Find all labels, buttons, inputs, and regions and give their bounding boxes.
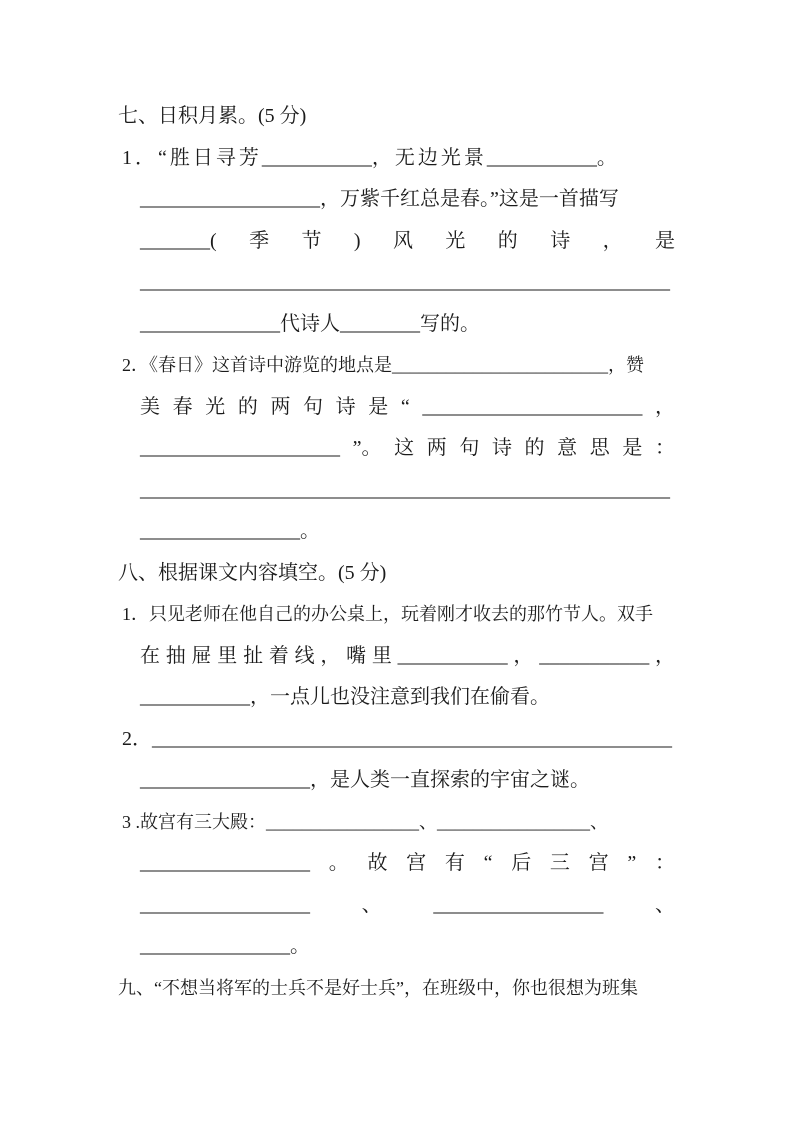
answer-blank: ___________: [539, 644, 650, 667]
answer-blank: ______________________: [422, 395, 643, 418]
answer-blank: __________________: [140, 188, 320, 210]
text-run: 抽: [165, 644, 186, 667]
text-run: “: [483, 852, 493, 874]
text-run: 美: [140, 395, 160, 418]
text-run: 光: [205, 395, 226, 418]
text-run: 节: [301, 229, 322, 252]
q8-1-text-line-3: [140, 677, 675, 719]
text-run: ：: [654, 437, 675, 459]
text-run: 八、根据课文内容填空。(5 分): [118, 561, 387, 584]
text-run: 宫: [406, 852, 427, 874]
answer-blank: _________________: [140, 769, 310, 791]
answer-blank: _________________: [266, 811, 419, 832]
q8-2-text-line-2: [140, 760, 675, 802]
text-run: 诗: [491, 437, 512, 459]
text-run: 的: [524, 437, 545, 459]
text-run: 后: [511, 852, 532, 874]
text-run: ”: [627, 852, 637, 874]
text-run: 的: [237, 395, 258, 418]
answer-blank: ________________________: [392, 355, 608, 375]
q7-1-text-line-2: [140, 179, 675, 221]
text-run: ，: [513, 644, 534, 667]
text-run: 、: [590, 811, 608, 832]
text-run: 、: [361, 893, 382, 916]
answer-blank: _________________: [433, 893, 604, 916]
q7-1-text-line-1: [122, 138, 675, 180]
text-run: 。: [300, 520, 320, 542]
text-run: 季: [249, 229, 270, 252]
q8-3-text-line-3: [140, 885, 675, 927]
text-run: 2．: [122, 727, 152, 750]
text-run: ，: [602, 229, 623, 252]
answer-blank: ___________: [486, 146, 597, 169]
text-run: 扯: [243, 644, 264, 667]
text-run: ，赞: [608, 355, 644, 375]
text-run: 里: [217, 644, 238, 667]
text-run: 的: [497, 229, 518, 252]
answer-blank: _______________: [140, 935, 290, 957]
text-run: 是: [368, 395, 389, 418]
text-run: 。: [290, 935, 310, 957]
text-run: 有: [444, 852, 465, 874]
text-run: ”。: [352, 437, 382, 459]
text-run: ，: [654, 644, 675, 667]
text-run: 宫: [588, 852, 609, 874]
q7-1-text-line-3: [140, 221, 675, 263]
text-run: 诗: [335, 395, 356, 418]
text-run: 代诗人: [280, 312, 340, 335]
text-run: 光: [445, 229, 466, 252]
text-run: 故: [367, 852, 388, 874]
text-run: “: [400, 395, 410, 418]
text-run: 句: [459, 437, 480, 459]
answer-blank: ___________: [397, 644, 508, 667]
text-run: 2．《春日》这首诗中游览的地点是: [122, 355, 392, 375]
q7-2-text-line-1: [122, 345, 675, 387]
text-run: 线: [294, 644, 315, 667]
answer-blank: ________: [340, 312, 420, 335]
text-run: 诗: [550, 229, 571, 252]
q7-2-text-line-2: [140, 387, 675, 429]
answer-blank: _________________: [140, 852, 310, 874]
answer-blank: ___________: [140, 686, 250, 708]
text-run: 是: [622, 437, 643, 459]
text-run: 屉: [191, 644, 212, 667]
text-run: 九、“不想当将军的士兵不是好士兵”，在班级中，你也很想为班集: [118, 977, 638, 998]
answer-blank: _________________: [437, 811, 590, 832]
section-7-heading: [118, 96, 675, 138]
text-run: 1．只见老师在他自己的办公桌上，玩着刚才收去的那竹节人。双手: [122, 604, 653, 624]
text-run: ，万紫千红总是春。”这是一首描写: [320, 188, 619, 210]
text-run: 嘴: [346, 644, 367, 667]
text-run: 是: [655, 229, 675, 252]
q8-3-text-line-1: [122, 802, 675, 844]
text-run: 。: [328, 852, 349, 874]
q8-2-text-line-1: [122, 719, 675, 761]
text-run: 、: [654, 893, 675, 916]
text-run: 春: [172, 395, 193, 418]
text-run: ): [353, 229, 361, 252]
q7-2-answer-line: [140, 470, 675, 512]
q8-1-text-line-2: [140, 636, 675, 678]
answer-blank: ______________: [140, 312, 280, 335]
text-run: 、: [419, 811, 437, 832]
text-run: 着: [268, 644, 289, 667]
text-run: ，是人类一直探索的宇宙之谜。: [310, 769, 590, 791]
q7-2-text-line-3: [140, 428, 675, 470]
answer-blank: _____________________________________________________: [140, 271, 670, 293]
text-run: 里: [371, 644, 392, 667]
answer-blank: ________________: [140, 520, 300, 542]
text-run: ：: [654, 852, 675, 874]
text-run: 思: [589, 437, 610, 459]
text-run: 风: [392, 229, 413, 252]
text-run: 意: [557, 437, 578, 459]
text-run: 在: [140, 644, 160, 667]
text-run: ，一点儿也没注意到我们在偷看。: [250, 686, 550, 708]
text-run: 句: [303, 395, 324, 418]
exam-content: [118, 96, 675, 1009]
q8-3-text-line-4: [140, 926, 675, 968]
text-run: 两: [426, 437, 447, 459]
answer-blank: ____________________________________________________: [152, 727, 672, 750]
text-run: 。: [596, 146, 620, 169]
text-run: ，无边光景: [371, 146, 487, 169]
section-8-heading: [118, 553, 675, 595]
text-run: 3 .故宫有三大殿：: [122, 811, 266, 832]
answer-blank: ____________________: [140, 437, 340, 459]
text-run: 七、日积月累。(5 分): [118, 105, 307, 127]
answer-blank: ___________: [261, 146, 372, 169]
q7-1-text-line-5: [140, 304, 675, 346]
text-run: 这: [394, 437, 415, 459]
section-9-heading: [118, 968, 675, 1010]
q8-3-text-line-2: [140, 843, 675, 885]
answer-blank: _______(: [140, 229, 217, 252]
text-run: 1．“胜日寻芳: [122, 146, 262, 169]
text-run: ，: [320, 644, 341, 667]
text-run: 两: [270, 395, 291, 418]
q8-1-text-line-1: [122, 594, 675, 636]
text-run: 写的。: [420, 312, 480, 335]
q7-2-text-line-5: [140, 511, 675, 553]
answer-blank: _________________: [140, 893, 310, 916]
text-run: 三: [549, 852, 570, 874]
answer-blank: _____________________________________________________: [140, 478, 670, 501]
text-run: ，: [654, 395, 675, 418]
q7-1-answer-line: [140, 262, 675, 304]
